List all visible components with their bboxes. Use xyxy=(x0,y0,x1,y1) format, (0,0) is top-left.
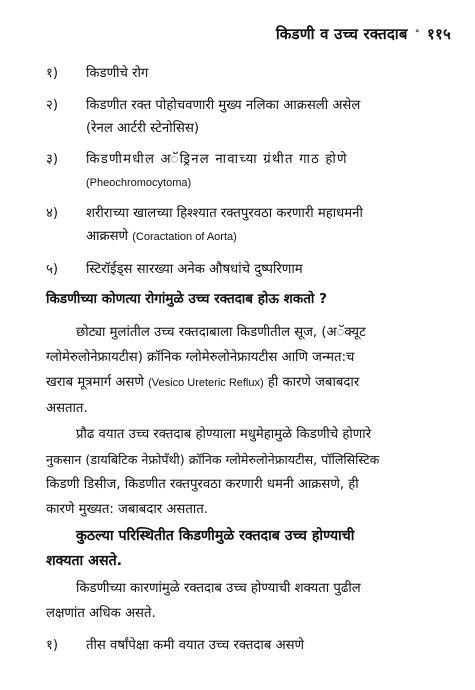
paragraph-line: नुकसान (डायबिटिक नेफ्रोपँथी) क्रॉनिक ग्लोमेरुलोनेफ्रायटीस, पॉलिसिस्टिक xyxy=(46,452,380,467)
list-number: ५) xyxy=(46,262,59,277)
list-text: किडणीचे रोग xyxy=(86,66,149,81)
header-separator: ॰ xyxy=(415,27,420,38)
paragraph-text: छोट्या मुलांतील उच्च रक्तदाबाला किडणीतील सूज, (अॅक्यूट xyxy=(76,325,366,340)
paragraph-text: प्रौढ वयात उच्च रक्तदाब होण्याला मधुमेहामुळे किडणीचे होणारे xyxy=(76,427,372,442)
paragraph-line xyxy=(46,370,442,396)
list-item xyxy=(46,148,446,198)
section-heading xyxy=(46,524,456,574)
page-number: ११५ xyxy=(426,25,451,43)
paragraph xyxy=(46,422,442,522)
paragraph-line xyxy=(46,320,442,345)
paragraph-line: कारणे मुख्यत: जबाबदार असतात. xyxy=(46,502,208,517)
paragraph xyxy=(46,320,442,421)
paragraph-latin: (Vesico Ureteric Reflux) xyxy=(148,377,264,389)
paragraph xyxy=(46,576,442,626)
paragraph-line xyxy=(46,576,442,601)
list-item xyxy=(46,94,446,144)
section-heading: किडणीच्या कोणत्या रोगांमुळे उच्च रक्तदाब होऊ शकतो ? xyxy=(46,291,327,307)
list-item xyxy=(46,202,446,252)
list-text: शरीराच्या खालच्या हिश्श्यात रक्तपुरवठा करणारी महाधमनी xyxy=(86,206,363,221)
list-number: ४) xyxy=(46,206,59,221)
paragraph-line: लक्षणांत अधिक असते. xyxy=(46,606,156,621)
running-header xyxy=(276,24,451,44)
paragraph-line: ग्लोमेरुलोनेफ्रायटीस) क्रॉनिक ग्लोमेरुलोनेफ्रायटीस आणि जन्मत:च xyxy=(46,350,355,365)
paragraph-line: किडणी डिसीज, किडणीत रक्तपुरवठा करणारी धमनी आक्रसणे, ही xyxy=(46,477,359,492)
heading-line: शक्यता असते. xyxy=(46,553,123,569)
header-title: किडणी व उच्च रक्तदाब xyxy=(275,25,408,43)
list-text: किडणीत रक्त पोहोचवणारी मुख्य नलिका आक्रसली असेल xyxy=(86,98,361,113)
list-text-continued: (रेनल आर्टरी स्टेनोसिस) xyxy=(86,121,200,136)
list-number: १) xyxy=(46,66,59,81)
heading-text: कुठल्या परिस्थितीत किडणीमुळे रक्तदाब उच्च होण्याची xyxy=(76,528,355,544)
list-number: २) xyxy=(46,98,59,113)
list-text-marathi: आक्रसणे xyxy=(86,229,133,244)
list-text-latin: (Coractation of Aorta) xyxy=(132,231,237,243)
list-text: तीस वर्षांपेक्षा कमी वयात उच्च रक्तदाब असणे xyxy=(86,638,305,653)
paragraph-text: ही कारणे जबाबदार xyxy=(263,375,360,390)
list-text-latin: (Pheochromocytoma) xyxy=(86,177,192,189)
paragraph-text: खराब मूत्रमार्ग असणे xyxy=(46,375,149,390)
list-number: १) xyxy=(46,638,59,653)
list-number: ३) xyxy=(46,152,59,167)
heading-line xyxy=(46,524,456,549)
list-text: किडणीमधील अॅड्रिनल नावाच्या ग्रंथीत गाठ होणे xyxy=(86,152,348,167)
list-text-continued xyxy=(86,225,474,249)
paragraph-line: असतात. xyxy=(46,401,88,416)
list-text: स्टिरॉईड्स सारख्या अनेक औषधांचे दुष्परिणाम xyxy=(86,262,303,277)
paragraph-text: किडणीच्या कारणांमुळे रक्तदाब उच्च होण्याची शक्यता पुढील xyxy=(76,581,361,596)
paragraph-line xyxy=(46,422,442,447)
